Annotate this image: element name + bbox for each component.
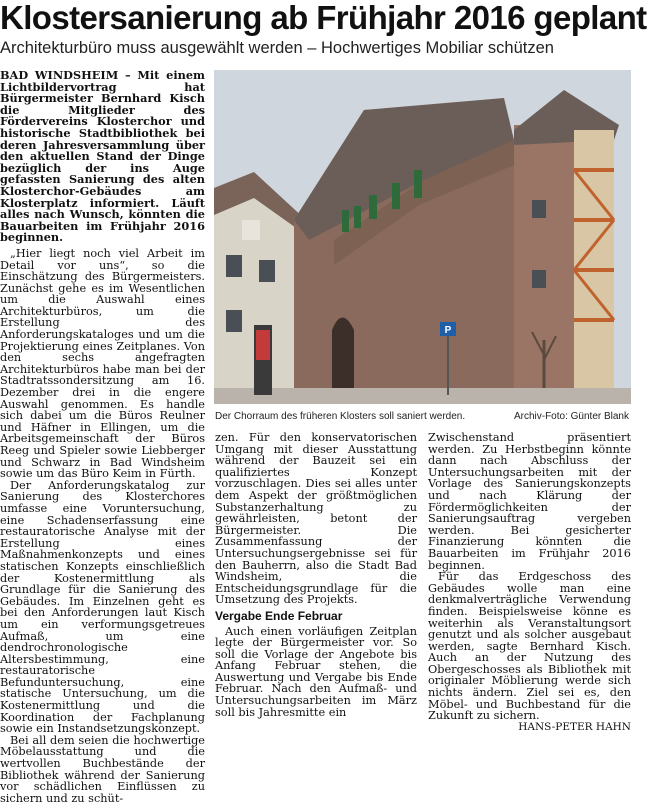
article-column-2	[215, 431, 417, 719]
lead-paragraph	[0, 70, 205, 244]
body-paragraph: Bei all dem seien die hochwertige Möbelausstattung und die wertvollen Buchbestände der Bibliothek während der Sanierung vor schädlichen Einflüssen zu sichern und zu schüt-	[0, 733, 205, 805]
article-photo	[214, 70, 631, 404]
body-paragraph: zen. Für den konservatorischen Umgang mit dieser Ausstattung während der Bauzeit sei ein qualifiziertes Konzept vorzuschlagen. Dies sei alles unter dem Aspekt der größtmöglichen Substanzerhaltung zu gewährleisten, betont der Bürgermeister. Die Zusammenfassung der Untersuchungsergebnisse sei für den Bauherrn, also die Stadt Bad Windsheim, die Entscheidungsgrundlage für die Umsetzung des Projekts.	[215, 431, 417, 607]
parking-sign: P	[444, 325, 452, 336]
lead-text: Mit einem Lichtbildervortrag hat Bürgermeister Bernhard Kisch die Mitglieder des Fördervereins Klosterchor und historische Stadtbibliothek bei deren Jahresversammlung über den aktuellen Stand der Dinge bezüglich der ins Auge gefassten Sanierung des alten Klosterchor-Gebäudes am Klosterplatz informiert. Läuft alles nach Wunsch, könnten die Bauarbeiten im Frühjahr 2016 beginnen.	[0, 68, 206, 245]
body-paragraph: Der Anforderungskatalog zur Sanierung des Klosterchores umfasse eine Voruntersuchung, eine Schadenserfassung eine restauratorische Analyse mit der Erstellung eines Maßnahmenkonzepts und eines statischen Konzepts einschließlich der Kostenermittlung als Grundlage für die Sanierung des Gebäudes. Im Einzelnen geht es bei den Anforderungen laut Kisch um ein verformungsgetreues Aufmaß, um eine dendrochronologische Altersbestimmung, eine restauratorische Befunduntersuchung, eine statische Untersuchung, um die Kostenermittlung und die Koordination der Fachplanung sowie ein Instandsetzungskonzept.	[0, 478, 205, 736]
headline: Klostersanierung ab Frühjahr 2016 geplant	[0, 0, 647, 36]
author-byline: HANS-PETER HAHN	[518, 720, 631, 733]
section-subheading: Vergabe Ende Februar	[215, 608, 343, 623]
photo-caption	[215, 410, 631, 424]
subheadline: Architekturbüro muss ausgewählt werden – Hochwertiges Mobiliar schützen	[0, 39, 554, 57]
caption-text: Der Chorraum des früheren Klosters soll saniert werden.	[215, 411, 466, 422]
body-paragraph	[428, 570, 631, 733]
body-paragraph: Zwischenstand präsentiert werden. Zu Herbstbeginn könnte dann nach Abschluss der Untersuchungsarbeiten mit der Vorlage des Sanierungskonzepts und nach Klärung der Fördermöglichkeiten der Sanierungsauftrag vergeben werden. Bei gesicherter Finanzierung könnten die Bauarbeiten im Frühjahr 2016 beginnen.	[428, 431, 631, 572]
dateline: BAD WINDSHEIM –	[0, 68, 131, 82]
body-paragraph: Auch einen vorläufigen Zeitplan legte der Bürgermeister vor. So soll die Vorlage der Angebote bis Anfang Februar stehen, die Auswertung und Vergabe bis Ende Februar. Nach den Aufmaß- und Untersuchungsarbeiten im März soll bis Jahresmitte ein	[215, 624, 417, 719]
article-column-3	[428, 431, 631, 733]
building-illustration	[214, 70, 631, 404]
photo-credit: Archiv-Foto: Günter Blank	[513, 411, 629, 422]
article-column-1	[0, 68, 206, 805]
body-paragraph: „Hier liegt noch viel Arbeit im Detail vor uns“, so die Einschätzung des Bürgermeisters. Zunächst gehe es im Wesentlichen um die Auswahl eines Architekturbüros, um die Erstellung des Anforderungskataloges und um die Projektierung eines Zeitplanes. Von den sechs angefragten Architekturbüros habe man bei der Stadtratssondersitzung am 16. Dezember drei in die engere Auswahl genommen. Es handle sich dabei um die Büros Reulner und Häfner in Ellingen, um die Arbeitsgemeinschaft der Büros Reeg und Spieler sowie Liebberger und Schwarz in Bad Windsheim sowie um das Büro Keim in Fürth.	[0, 246, 205, 481]
body-text: Für das Erdgeschoss des Gebäudes wolle man eine denkmalverträgliche Verwendung finden. Beispielsweise könne es weiterhin als Veranstaltungsort genutzt und als solcher ausgebaut werden, sagte Bernhard Kisch. Auch an der Nutzung des Obergeschosses als Bibliothek mit originaler Möblierung werde sich nichts ändern. Ziel sei es, den Möbel- und Buchbestand für die Zukunft zu sichern.	[428, 570, 631, 723]
